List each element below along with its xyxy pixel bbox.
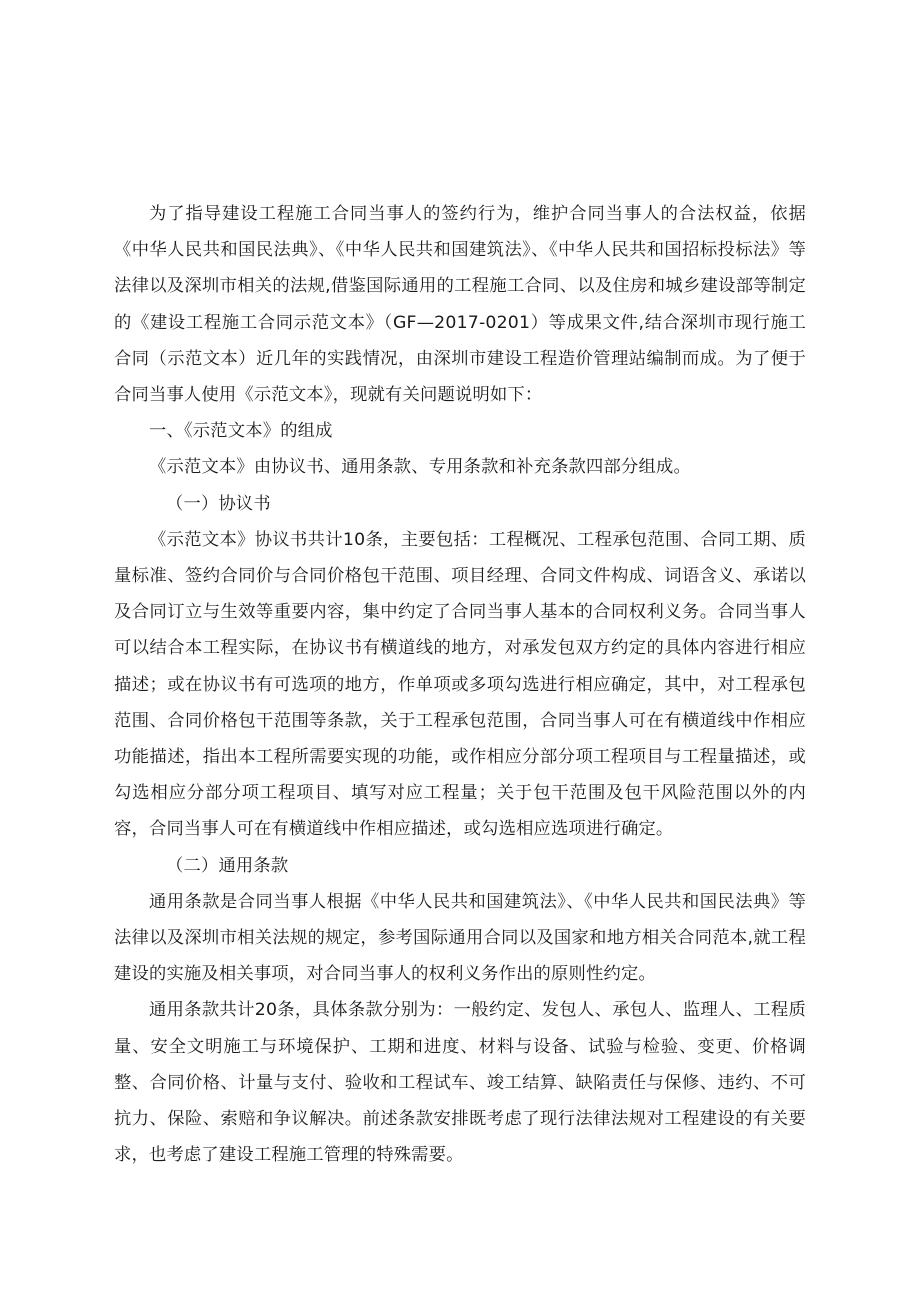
general-terms-list-paragraph: 通用条款共计20条，具体条款分别为：一般约定、发包人、承包人、监理人、工程质量、安全文明施工与环境保护、工期和进度、材料与设备、试验与检验、变更、价格调整、合同价格、计量与支付、验收和工程试车、竣工结算、缺陷责任与保修、违约、不可抗力、保险、索赔和争议解决。前述条款安排既考虑了现行法律法规对工程建设的有关要求，也考虑了建设工程施工管理的特殊需要。 bbox=[114, 1000, 806, 1166]
intro-paragraph: 为了指导建设工程施工合同当事人的签约行为，维护合同当事人的合法权益，依据《中华人民共和国民法典》、《中华人民共和国建筑法》、《中华人民共和国招标投标法》等法律以及深圳市相关的法规,借鉴国际通用的工程施工合同、以及住房和城乡建设部等制定的《建设工程施工合同示范文本》（GF—2017-0201）等成果文件,结合深圳市现行施工合同（示范文本）近几年的实践情况，由深圳市建设工程造价管理站编制而成。为了便于合同当事人使用《示范文本》，现就有关问题说明如下： bbox=[114, 204, 806, 406]
agreement-paragraph: 《示范文本》协议书共计10条，主要包括：工程概况、工程承包范围、合同工期、质量标准、签约合同价与合同价格包干范围、项目经理、合同文件构成、词语含义、承诺以及合同订立与生效等重要内容，集中约定了合同当事人基本的合同权利义务。合同当事人可以结合本工程实际，在协议书有横道线的地方，对承发包双方约定的具体内容进行相应描述；或在协议书有可选项的地方，作单项或多项勾选进行相应确定，其中，对工程承包范围、合同价格包干范围等条款，关于工程承包范围，合同当事人可在有横道线中作相应功能描述，指出本工程所需要实现的功能，或作相应分部分项工程项目与工程量描述，或勾选相应分部分项工程项目、填写对应工程量；关于包干范围及包干风险范围以外的内容，合同当事人可在有横道线中作相应描述，或勾选相应选项进行确定。 bbox=[114, 529, 806, 840]
general-terms-paragraph: 通用条款是合同当事人根据《中华人民共和国建筑法》、《中华人民共和国民法典》等法律以及深圳市相关法规的规定，参考国际通用合同以及国家和地方相关合同范本,就工程建设的实施及相关事项，对合同当事人的权利义务作出的原则性约定。 bbox=[114, 891, 806, 985]
subheading-agreement: （一）协议书 bbox=[166, 493, 271, 514]
section-heading-composition: 一、《示范文本》的组成 bbox=[149, 421, 333, 442]
document-body bbox=[114, 196, 806, 1173]
composition-paragraph: 《示范文本》由协议书、通用条款、专用条款和补充条款四部分组成。 bbox=[149, 457, 691, 478]
subheading-general-terms: （二）通用条款 bbox=[166, 855, 289, 876]
